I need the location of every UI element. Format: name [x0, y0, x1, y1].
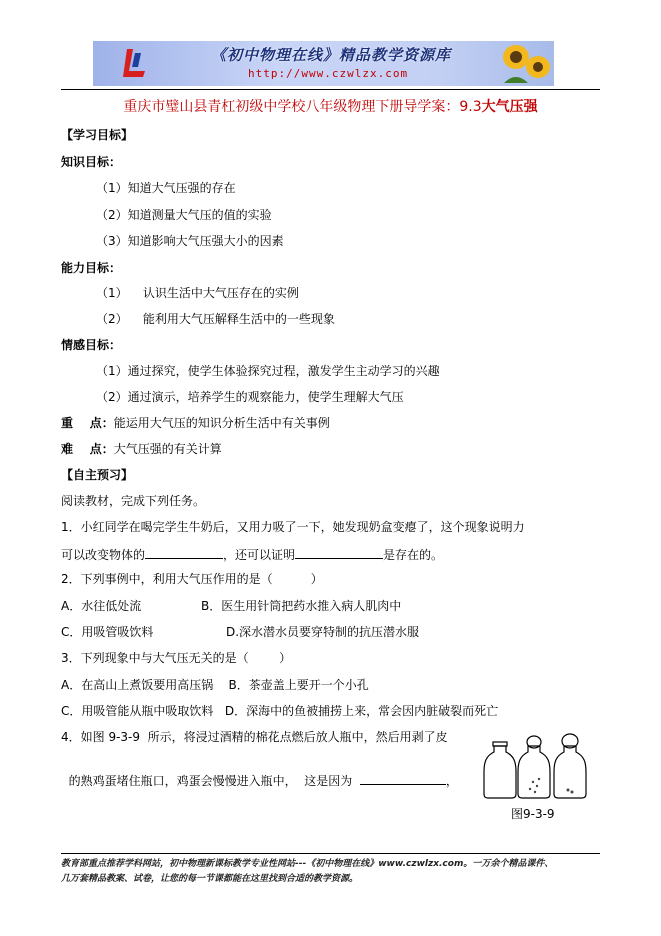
question-2-option-d: D.深水潜水员要穿特制的抗压潜水服 — [226, 625, 420, 639]
footer-text — [61, 857, 601, 887]
emotion-label: 情感目标： — [61, 338, 122, 352]
question-2-option-b: B．医生用针筒把药水推入病人肌肉中 — [201, 599, 402, 613]
ability-label: 能力目标： — [61, 261, 122, 275]
header-banner — [93, 41, 554, 86]
difficult-point: 难 点：大气压强的有关计算 — [61, 442, 222, 456]
section-heading-goals: 【学习目标】 — [61, 128, 134, 142]
page-title: 重庆市璧山县青杠初级中学校八年级物理下册导学案：9.3大气压强 — [123, 99, 538, 115]
question-2: 2．下列事例中，利用大气压作用的是（ ） — [61, 572, 323, 586]
ability-item: （1） 认识生活中大气压存在的实例 — [96, 286, 299, 300]
banner-tagline: 《初中物理在线》精品教学资源库 — [211, 46, 452, 64]
knowledge-label: 知识目标： — [61, 155, 122, 169]
footer-line-2: 几万套精品教案、试卷，让您的每一节课都能在这里找到合适的教学资源。 — [61, 874, 359, 884]
banner-url[interactable]: http://www.czwlzx.com — [248, 67, 409, 80]
preview-intro: 阅读教材，完成下列任务。 — [61, 494, 206, 508]
site-logo-icon — [119, 47, 149, 81]
answer-blank[interactable] — [360, 771, 446, 785]
ability-item: （2） 能利用大气压解释生活中的一些现象 — [96, 312, 335, 326]
section-heading-preview: 【自主预习】 — [61, 468, 134, 482]
emotion-item: （2）通过演示，培养学生的观察能力，使学生理解大气压 — [96, 390, 404, 404]
knowledge-item: （3）知道影响大气压强大小的因素 — [96, 234, 284, 248]
footer-rule — [61, 853, 600, 854]
question-4-line-2: 的熟鸡蛋堵住瓶口，鸡蛋会慢慢进入瓶中， 这是因为 ， — [61, 755, 458, 789]
emotion-item: （1）通过探究，使学生体验探究过程，激发学生主动学习的兴趣 — [96, 364, 440, 378]
figure-caption: 图9-3-9 — [511, 807, 555, 821]
question-3: 3．下列现象中与大气压无关的是（ ） — [61, 651, 292, 665]
answer-blank[interactable] — [295, 545, 383, 559]
bottles-figure — [480, 732, 592, 800]
question-1-line-2: 可以改变物体的 ，还可以证明 是存在的。 — [61, 545, 443, 563]
question-1-line-1: 1．小红同学在喝完学生牛奶后，又用力吸了一下，她发现奶盒变瘪了，这个现象说明力 — [61, 520, 525, 534]
footer-line-1: 教育部重点推荐学科网站，初中物理新课标教学专业性网站---《初中物理在线》www.czwlzx.com。一万余个精品课件、 — [61, 859, 554, 869]
answer-blank[interactable] — [145, 545, 223, 559]
question-2-option-c: C．用吸管吸饮料 — [61, 625, 154, 639]
header-rule — [61, 89, 600, 90]
question-2-option-a: A．水往低处流 — [61, 599, 142, 613]
knowledge-item: （1）知道大气压强的存在 — [96, 181, 236, 195]
key-point: 重 点：能运用大气压的知识分析生活中有关事例 — [61, 416, 330, 430]
question-3-options-ab: A．在高山上煮饭要用高压锅 B．茶壶盖上要开一个小孔 — [61, 678, 369, 692]
knowledge-item: （2）知道测量大气压的值的实验 — [96, 208, 272, 222]
sunflower-icon — [494, 43, 550, 85]
question-3-options-cd: C．用吸管能从瓶中吸取饮料 D．深海中的鱼被捕捞上来，常会因内脏破裂而死亡 — [61, 704, 499, 718]
question-4-line-1: 4．如图 9-3-9 所示，将浸过酒精的棉花点燃后放人瓶中，然后用剥了皮 — [61, 730, 448, 744]
